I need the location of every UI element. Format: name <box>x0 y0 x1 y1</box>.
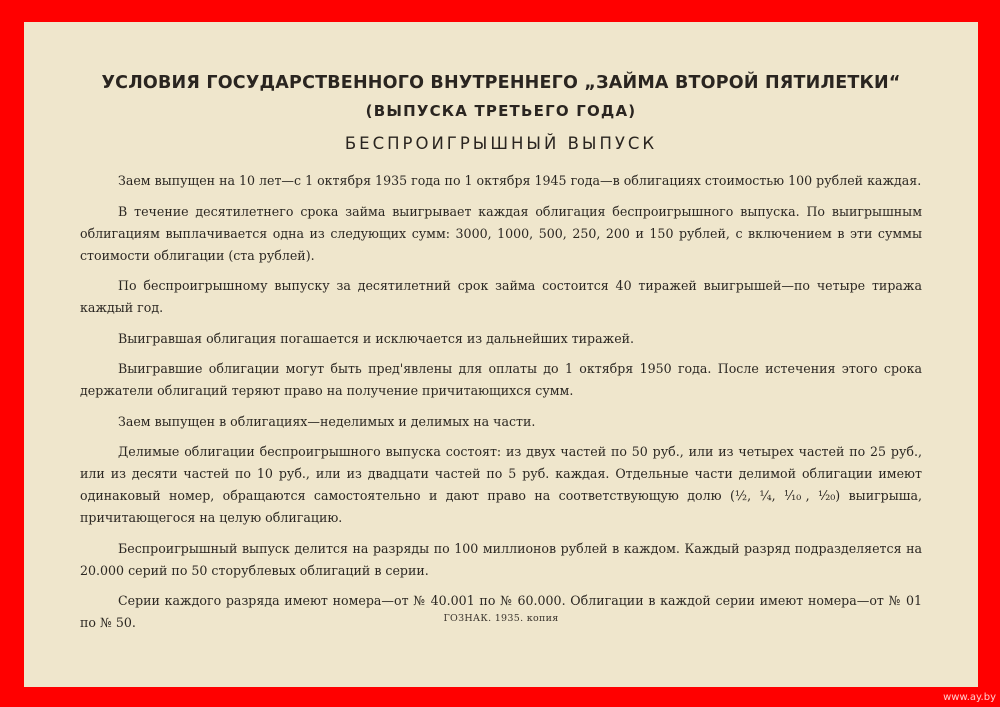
paragraph-3: По беспроигрышному выпуску за десятилетний срок займа состоится 40 тиражей выигрышей—по четыре тиража каждый год. <box>80 278 922 315</box>
document-heading: БЕСПРОИГРЫШНЫЙ ВЫПУСК <box>344 134 658 153</box>
paragraph-8: Беспроигрышный выпуск делится на разряды по 100 миллионов рублей в каждом. Каждый разряд подразделяется на 20.000 серий по 50 сторублевых облигаций в серии. <box>80 540 922 578</box>
paragraph-7: Делимые облигации беспроигрышного выпуска состоят: из двух частей по 50 руб., или из четырех частей по 25 руб., или из десяти частей по 10 руб., или из двадцати частей по 5 руб. каждая. Отдельные части делимой облигации имеют одинаковый номер, обращаются самостоятельно и дают право на соответствующую долю (½, ¼, ⅒, ¹⁄₂₀) выигрыша, причитающегося на целую облигацию. <box>80 444 922 525</box>
paragraph-2: В течение десятилетнего срока займа выигрывает каждая облигация беспроигрышного выпуска. По выигрышным облигациям выплачивается одна из следующих сумм: 3000, 1000, 500, 250, 200 и 150 рублей, с включением в эти суммы стоимости облигации (ста рублей). <box>80 203 922 263</box>
document-sheet <box>24 22 978 687</box>
paragraph-9: Серии каждого разряда имеют номера—от № 40.001 по № 60.000. Облигации в каждой серии имеют номера—от № 01 по № 50. <box>80 593 922 630</box>
printer-footer: ГОЗНАК. 1935. копия <box>443 613 559 624</box>
paragraph-1: Заем выпущен на 10 лет—с 1 октября 1935 года по 1 октября 1945 года—в облигациях стоимостью 100 рублей каждая. <box>118 173 922 188</box>
document-body <box>80 170 922 643</box>
paragraph-5: Выигравшие облигации могут быть пред'явлены для оплаты до 1 октября 1950 года. После истечения этого срока держатели облигаций теряют право на получение причитающихся сумм. <box>80 361 922 398</box>
paragraph-4: Выигравшая облигация погашается и исключается из дальнейших тиражей. <box>118 330 635 346</box>
document-subtitle: (ВЫПУСКА ТРЕТЬЕГО ГОДА) <box>365 102 637 120</box>
paragraph-6: Заем выпущен в облигациях—неделимых и делимых на части. <box>118 413 536 429</box>
site-watermark: www.ay.by <box>943 692 996 703</box>
document-title: УСЛОВИЯ ГОСУДАРСТВЕННОГО ВНУТРЕННЕГО „ЗАЙМА ВТОРОЙ ПЯТИЛЕТКИ“ <box>101 73 901 93</box>
